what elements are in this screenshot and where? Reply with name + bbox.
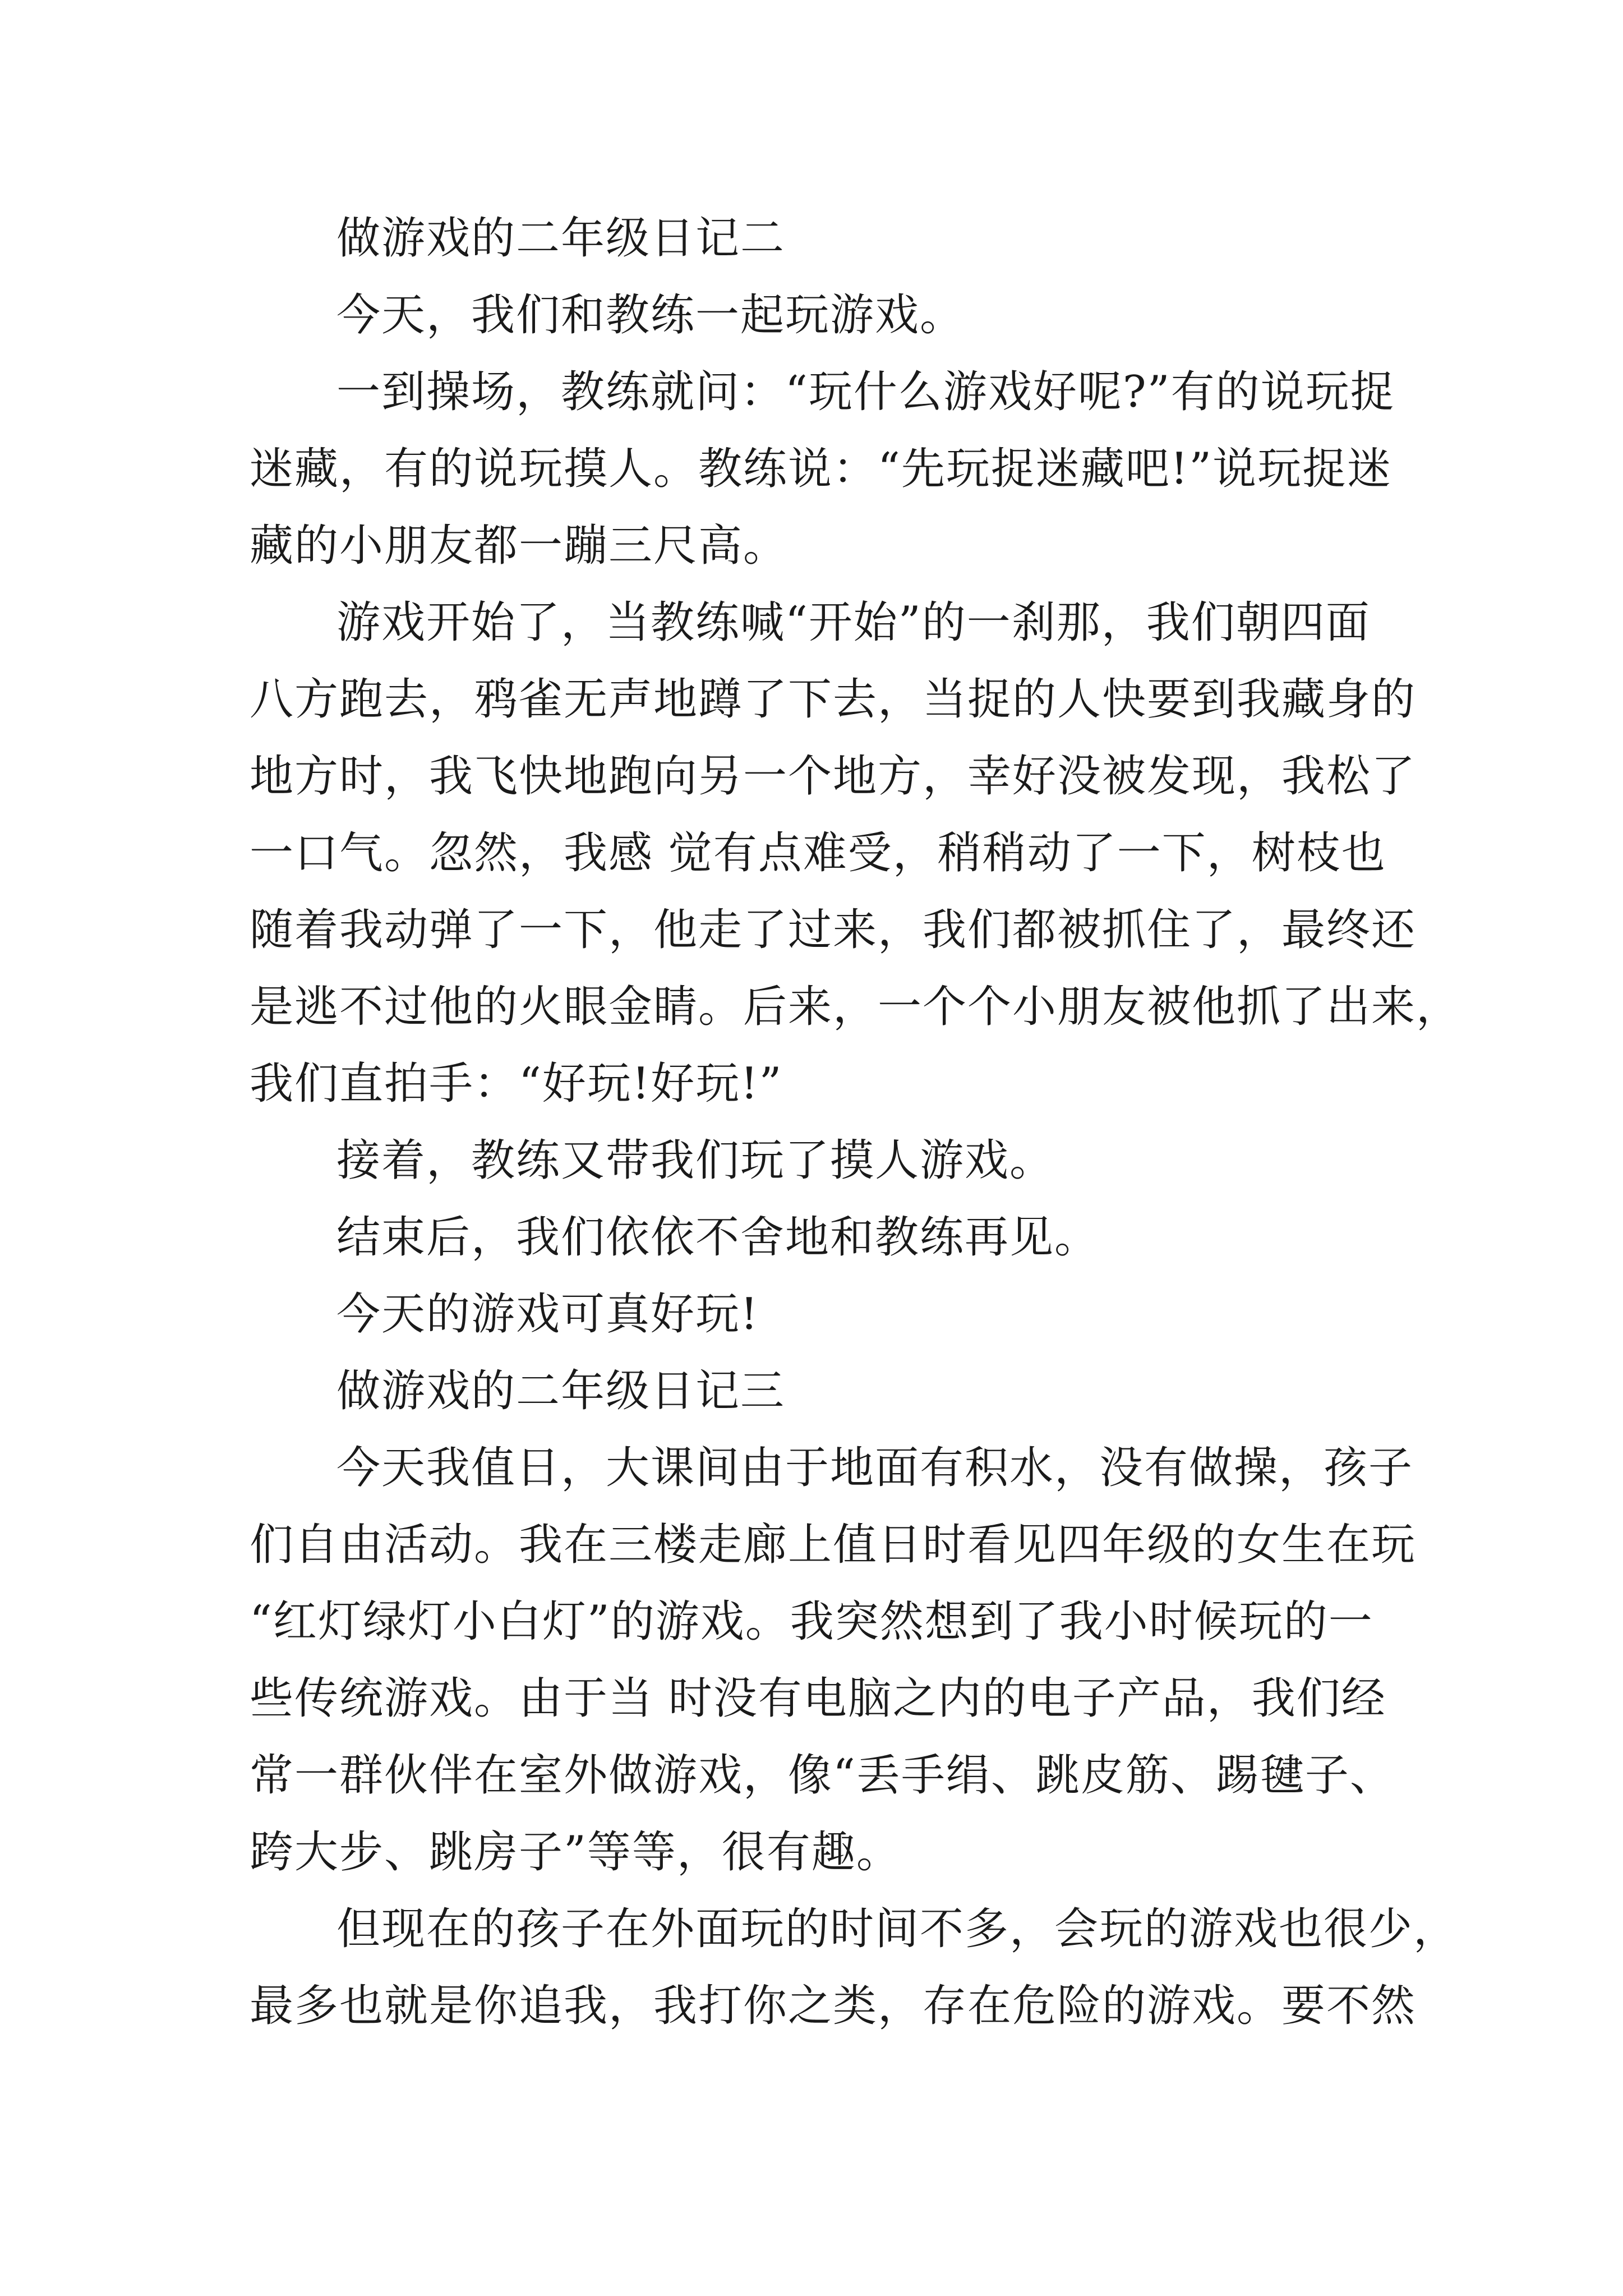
diary-title: 做游戏的二年级日记二 (336, 213, 786, 264)
paragraph-line: 们自由活动。我在三楼走廊上值日时看见四年级的女生在玩 (250, 1520, 1417, 1570)
paragraph-line: 些传统游戏。由于当 时没有电脑之内的电子产品，我们经 (250, 1673, 1386, 1724)
paragraph-line: 结束后，我们依依不舍地和教练再见。 (336, 1212, 1100, 1263)
paragraph-line: 我们直拍手：“好玩!好玩!” (250, 1059, 783, 1109)
paragraph-line: 游戏开始了，当教练喊“开始”的一刹那，我们朝四面 (336, 597, 1371, 648)
paragraph-line: 一到操场，教练就问：“玩什么游戏好呢?”有的说玩捉 (336, 367, 1395, 417)
paragraph-line: 随着我动弹了一下，他走了过来，我们都被抓住了，最终还 (250, 905, 1417, 955)
paragraph-line: 今天的游戏可真好玩! (336, 1289, 759, 1340)
paragraph-line: “红灯绿灯小白灯”的游戏。我突然想到了我小时候玩的一 (250, 1596, 1373, 1647)
paragraph-line: 接着，教练又带我们玩了摸人游戏。 (336, 1135, 1055, 1186)
paragraph-line: 八方跑去，鸦雀无声地蹲了下去，当捉的人快要到我藏身的 (250, 674, 1417, 725)
paragraph-line: 常一群伙伴在室外做游戏，像“丢手绢、跳皮筋、踢毽子、 (250, 1750, 1395, 1801)
paragraph-line: 最多也就是你追我，我打你之类，存在危险的游戏。要不然 (250, 1981, 1417, 2031)
paragraph-line: 一口气。忽然，我感 觉有点难受，稍稍动了一下，树枝也 (250, 828, 1386, 878)
paragraph-line: 跨大步、跳房子”等等，很有趣。 (250, 1827, 901, 1878)
paragraph-line: 今天，我们和教练一起玩游戏。 (336, 290, 965, 341)
paragraph-line: 藏的小朋友都一蹦三尺高。 (250, 521, 789, 571)
paragraph-line: 但现在的孩子在外面玩的时间不多，会玩的游戏也很少， (336, 1904, 1459, 1954)
paragraph-line: 迷藏，有的说玩摸人。教练说：“先玩捉迷藏吧!”说玩捉迷 (250, 444, 1393, 494)
paragraph-line: 今天我值日，大课间由于地面有积水，没有做操，孩子 (336, 1443, 1414, 1493)
paragraph-line: 是逃不过他的火眼金睛。后来，一个个小朋友被他抓了出来， (250, 982, 1461, 1032)
paragraph-line: 地方时，我飞快地跑向另一个地方，幸好没被发现，我松了 (250, 751, 1417, 802)
diary-title: 做游戏的二年级日记三 (336, 1366, 786, 1416)
